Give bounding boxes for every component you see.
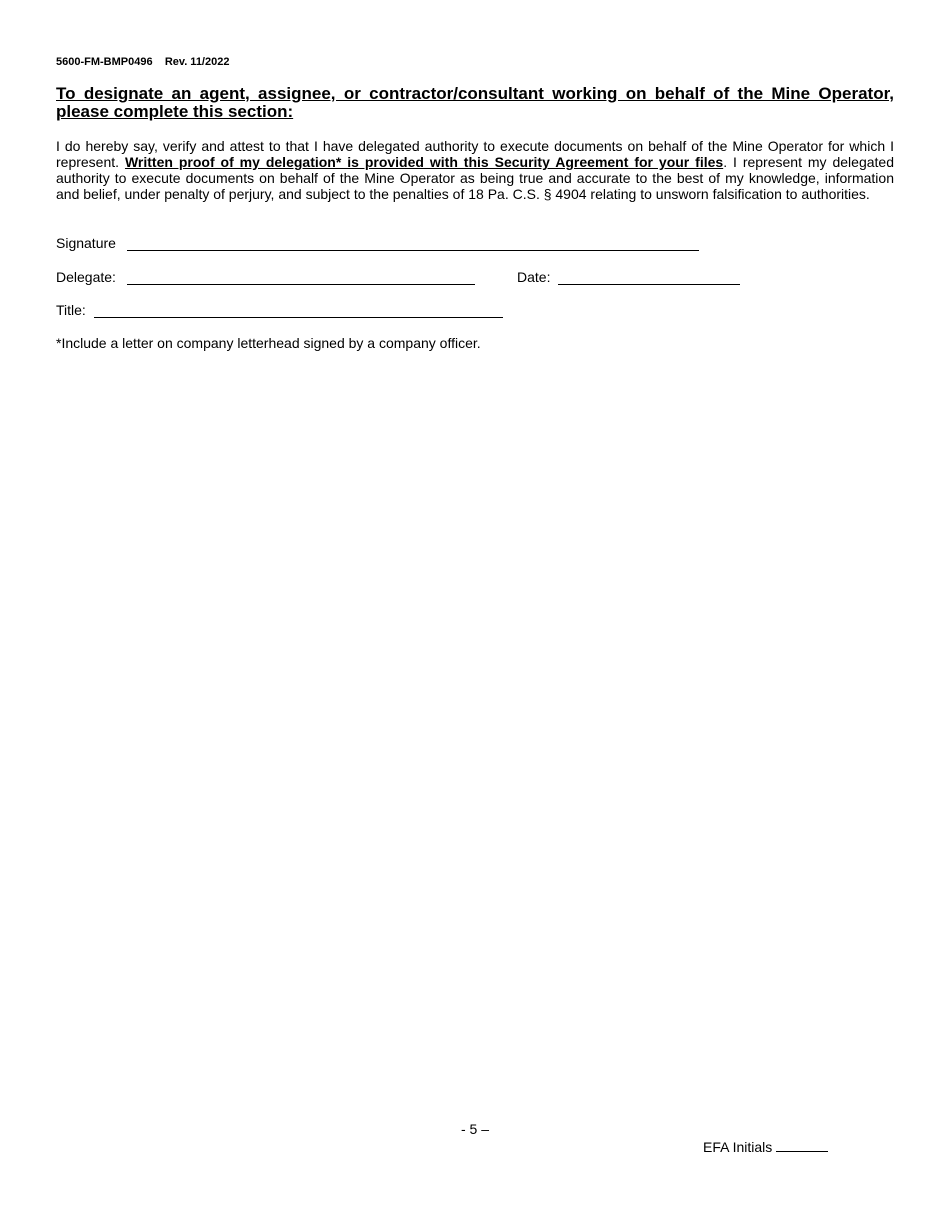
page-number: - 5 – [460,1121,489,1137]
attestation-emphasis: Written proof of my delegation* is provided with this Security Agreement for your files [124,154,724,170]
footnote: *Include a letter on company letterhead signed by a company officer. [56,335,481,351]
delegate-label: Delegate: [56,269,116,285]
efa-initials-label: EFA Initials [703,1139,773,1155]
date-field[interactable] [558,284,740,285]
signature-label: Signature [56,235,116,251]
date-label: Date: [517,269,551,285]
delegate-field[interactable] [127,284,475,285]
form-identifier [56,56,229,68]
attestation-paragraph [56,138,894,202]
attestation-text-part2: . I represent my delegated authority to execute documents on behalf of the Mine Operator as being true and accurate to the best of my knowledge, information and belief, under penalty of perjury, and subject to the penalties of 18 Pa. C.S. § 4904 relating to unsworn falsification to authorities. [56,154,894,202]
form-revision: Rev. 11/2022 [164,56,230,68]
form-number: 5600-FM-BMP0496 [56,56,153,68]
attestation-text-part1: I do hereby say, verify and attest to that I have delegated authority to execute documents on behalf of the Mine Operator for which I represent. [56,138,894,170]
signature-field[interactable] [127,250,699,251]
title-label: Title: [56,302,86,318]
section-heading: To designate an agent, assignee, or contractor/consultant working on behalf of the Mine Operator, please complete this section: [56,84,894,121]
title-field[interactable] [94,317,503,318]
efa-initials-field[interactable] [776,1139,828,1152]
efa-initials [703,1139,828,1155]
